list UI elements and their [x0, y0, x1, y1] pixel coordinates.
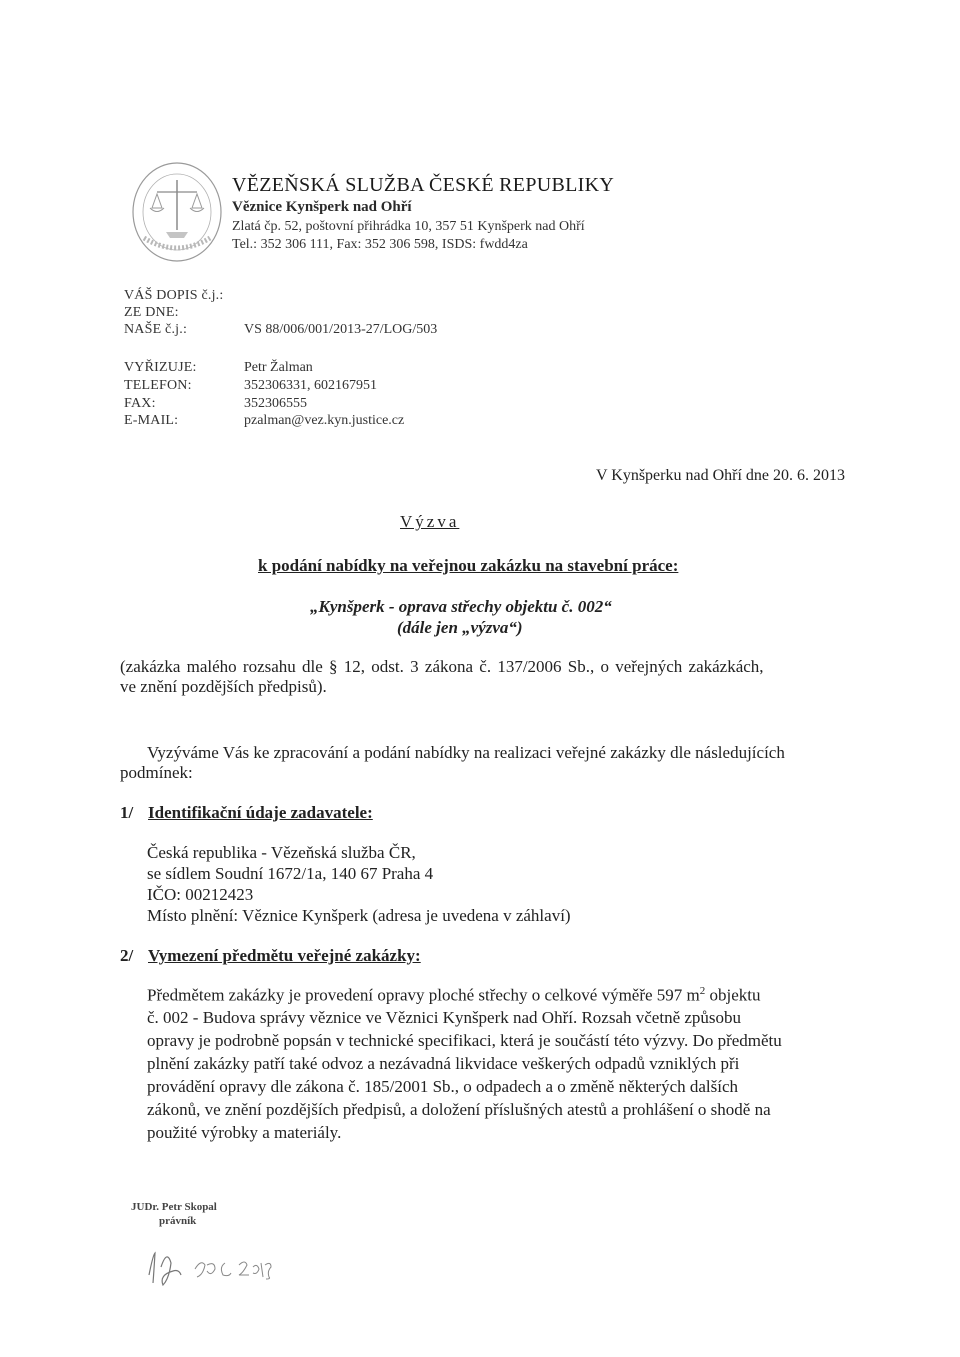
telefon-label: TELEFON:	[124, 378, 192, 393]
section-1-line: IČO: 00212423	[147, 885, 254, 904]
document-title: Výzva	[400, 512, 460, 531]
legal-note-line: ve znění pozdějších předpisů).	[120, 677, 327, 696]
signature-stamp-role: právník	[159, 1215, 197, 1227]
section-2-line: č. 002 - Budova správy věznice ve Věznici Kynšperk nad Ohří. Rozsah včetně způsobu	[147, 1008, 742, 1027]
organization-subtitle: Věznice Kynšperk nad Ohří	[232, 199, 412, 215]
superscript-two: 2	[699, 985, 706, 997]
section-2-number: 2/	[120, 946, 134, 965]
telefon-value: 352306331, 602167951	[244, 378, 377, 393]
ze-dne-label: ZE DNE:	[124, 305, 179, 320]
section-2-line-text: objektu	[705, 985, 761, 1005]
organization-title: VĚZEŇSKÁ SLUŽBA ČESKÉ REPUBLIKY	[232, 174, 615, 196]
signature-stamp-name: JUDr. Petr Skopal	[131, 1201, 217, 1213]
date-line: V Kynšperku nad Ohří dne 20. 6. 2013	[596, 467, 846, 484]
legal-note-line: (zakázka malého rozsahu dle § 12, odst. 3 zákona č. 137/2006 Sb., o veřejných zakázkách,	[120, 657, 764, 676]
section-1-heading: Identifikační údaje zadavatele:	[148, 803, 373, 822]
prison-service-emblem-icon	[130, 160, 225, 265]
handwritten-initials-signature	[145, 1245, 275, 1290]
project-name: „Kynšperk - oprava střechy objektu č. 002“	[310, 597, 612, 616]
document-subtitle: k podání nabídky na veřejnou zakázku na stavební práce:	[258, 556, 679, 575]
project-short-name: (dále jen „výzva“)	[397, 618, 523, 637]
section-1-line: Česká republika - Vězeňská služba ČR,	[147, 843, 416, 862]
section-1-line: se sídlem Soudní 1672/1a, 140 67 Praha 4	[147, 864, 434, 883]
section-2-heading: Vymezení předmětu veřejné zakázky:	[148, 946, 421, 965]
organization-contacts: Tel.: 352 306 111, Fax: 352 306 598, ISDS: fwdd4za	[232, 237, 528, 252]
vyrizuje-label: VYŘIZUJE:	[124, 360, 197, 375]
fax-value: 352306555	[244, 396, 307, 411]
section-2-line	[147, 985, 761, 1006]
section-2-line-text: Předmětem zakázky je provedení opravy ploché střechy o celkové výměře 597 m	[147, 985, 700, 1005]
nase-cj-label: NAŠE č.j.:	[124, 322, 188, 337]
section-1-number: 1/	[120, 803, 134, 822]
intro-line: Vyzýváme Vás ke zpracování a podání nabídky na realizaci veřejné zakázky dle následujících	[147, 743, 785, 762]
email-label: E-MAIL:	[124, 413, 179, 428]
section-2-line: plnění zakázky patří také odvoz a nezávadná likvidace veškerých odpadů vzniklých při	[147, 1054, 740, 1073]
vas-dopis-label: VÁŠ DOPIS č.j.:	[124, 288, 224, 303]
organization-address: Zlatá čp. 52, poštovní přihrádka 10, 357 51 Kynšperk nad Ohří	[232, 219, 585, 234]
section-2-line: provádění opravy dle zákona č. 185/2001 Sb., o odpadech a o změně některých dalších	[147, 1077, 739, 1096]
section-2-line: použité výrobky a materiály.	[147, 1123, 342, 1142]
email-value[interactable]: pzalman@vez.kyn.justice.cz	[244, 413, 405, 428]
intro-line: podmínek:	[120, 763, 193, 782]
section-2-line: zákonů, ve znění pozdějších předpisů, a doložení příslušných atestů a prohlášení o shodě na	[147, 1100, 771, 1119]
fax-label: FAX:	[124, 396, 156, 411]
section-1-line: Místo plnění: Věznice Kynšperk (adresa je uvedena v záhlaví)	[147, 906, 571, 925]
vyrizuje-value: Petr Žalman	[244, 360, 313, 375]
section-2-line: opravy je podrobně popsán v technické specifikaci, která je součástí této výzvy. Do předmětu	[147, 1031, 782, 1050]
nase-cj-value: VS 88/006/001/2013-27/LOG/503	[244, 322, 438, 337]
